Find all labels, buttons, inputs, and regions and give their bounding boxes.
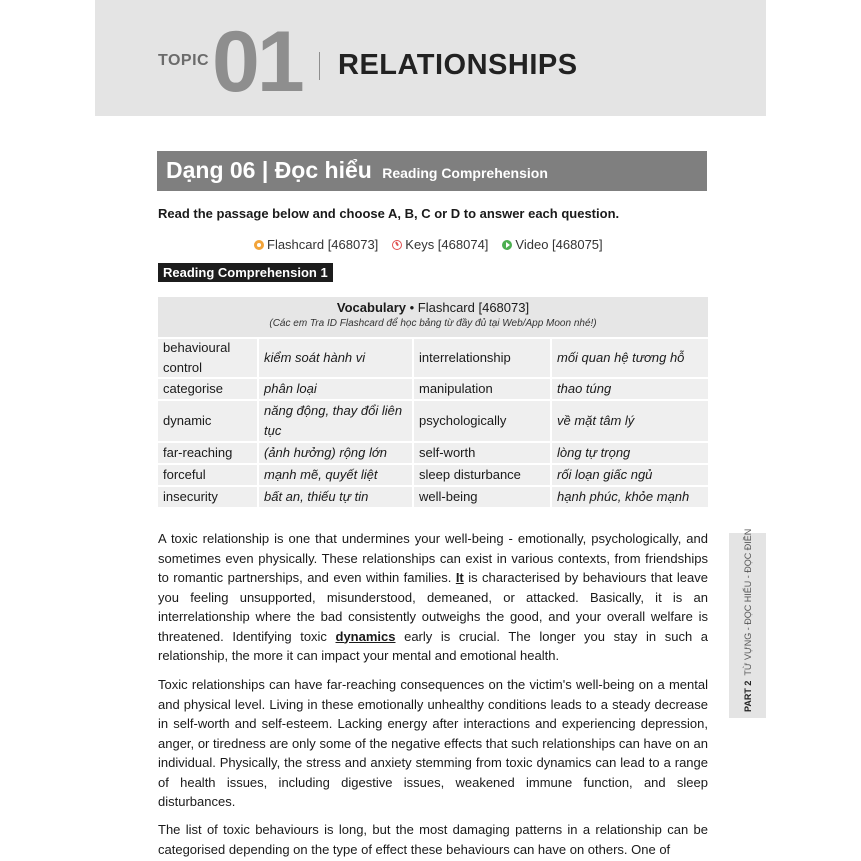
vocab-term: insecurity xyxy=(158,487,257,507)
table-row xyxy=(158,379,708,399)
vocabulary-note: (Các em Tra ID Flashcard để học bảng từ đầy đủ tại Web/App Moon nhé!) xyxy=(269,318,597,329)
clock-icon xyxy=(392,240,402,250)
topic-divider xyxy=(319,52,320,80)
section-heading-bar xyxy=(157,151,707,191)
vocab-meaning: kiểm soát hành vi xyxy=(259,339,412,377)
table-row xyxy=(158,465,708,485)
topic-label: TOPIC xyxy=(158,52,210,69)
vocab-term: dynamic xyxy=(158,401,257,441)
section-subtitle: Reading Comprehension xyxy=(382,165,548,181)
vocab-meaning: hạnh phúc, khỏe mạnh xyxy=(552,487,708,507)
vocab-meaning: lòng tự trọng xyxy=(552,443,708,463)
vocab-term: self-worth xyxy=(414,443,550,463)
keys-link[interactable] xyxy=(392,237,488,252)
passage-text: is characterised by behaviours that leave you feeling unsupported, misunderstood, demeaned, or attacked. Basically, it is an interrelationship where the bad consistently outweighs the good, and your overall welfare is threatened. Identifying toxic xyxy=(158,570,708,644)
table-row xyxy=(158,443,708,463)
vocab-meaning: mối quan hệ tương hỗ xyxy=(552,339,708,377)
side-tab-label xyxy=(743,529,753,712)
passage-paragraph-3: The list of toxic behaviours is long, but the most damaging patterns in a relationship can be categorised depending on the type of effect these behaviours can have on others. One of xyxy=(158,822,708,857)
keys-link-label: Keys [468074] xyxy=(405,237,489,252)
vocab-term: psychologically xyxy=(414,401,550,441)
vocabulary-title: Vocabulary xyxy=(336,300,407,315)
side-tab-part: PART 2 xyxy=(743,680,753,712)
vocab-term: manipulation xyxy=(414,379,550,399)
vocab-meaning: phân loại xyxy=(259,379,412,399)
passage-paragraph-2: Toxic relationships can have far-reaching consequences on the victim's well-being on a mental and physical level. Living in these emotionally unhealthy conditions leads to a steady decrease in self-worth and self-esteem. Lacking energy after interactions and experiencing depression, anger, or tiredness are only some of the negative effects that such relationships can have on an individual. Physically, the stress and anxiety stemming from toxic dynamics can lead to a range of health issues, including digestive issues, weakened immune function, and sleep disturbances. xyxy=(158,677,708,809)
play-icon xyxy=(502,240,512,250)
table-row xyxy=(158,487,708,507)
vocabulary-flashcard-id: • Flashcard [468073] xyxy=(406,300,530,315)
table-row xyxy=(158,401,708,441)
resource-links xyxy=(254,237,603,252)
reading-tag: Reading Comprehension 1 xyxy=(158,263,333,282)
instruction-text: Read the passage below and choose A, B, C or D to answer each question. xyxy=(158,206,620,221)
vocab-meaning: rối loạn giấc ngủ xyxy=(552,465,708,485)
vocab-meaning: về mặt tâm lý xyxy=(552,401,708,441)
flashcard-link[interactable] xyxy=(254,237,378,252)
vocabulary-header xyxy=(158,297,708,337)
vocab-term: far-reaching xyxy=(158,443,257,463)
topic-number: 01 xyxy=(212,14,302,110)
vocab-term: sleep disturbance xyxy=(414,465,550,485)
topic-title: RELATIONSHIPS xyxy=(338,49,578,81)
vocab-term: interrelationship xyxy=(414,339,550,377)
vocab-meaning: thao túng xyxy=(552,379,708,399)
underlined-word-it: It xyxy=(455,570,464,585)
passage-paragraph-1 xyxy=(158,529,708,666)
passage-text: A toxic relationship is one that undermines your well-being - emotionally, psychologically, and sometimes even physically. These relationships can exist in various contexts, from friendships to romantic partnerships, and even within families. xyxy=(158,531,708,585)
vocab-meaning: bất an, thiếu tự tin xyxy=(259,487,412,507)
passage-text: early is crucial. The longer you stay in such a relationship, the more it can impact your mental and emotional health. xyxy=(158,628,708,663)
vocab-term: categorise xyxy=(158,379,257,399)
vocab-meaning: (ảnh hưởng) rộng lớn xyxy=(259,443,412,463)
vocab-term: behavioural control xyxy=(158,339,257,377)
vocab-term: well-being xyxy=(414,487,550,507)
video-link[interactable] xyxy=(502,237,602,252)
vocab-meaning: mạnh mẽ, quyết liệt xyxy=(259,465,412,485)
video-link-label: Video [468075] xyxy=(515,237,603,252)
section-title: Dạng 06 | Đọc hiểu xyxy=(166,157,372,183)
side-tab-subtitle: TỪ VỰNG - ĐỌC HIỂU - ĐỌC ĐIỀN xyxy=(743,528,753,676)
flashcard-icon xyxy=(254,240,264,250)
vocabulary-table xyxy=(158,297,708,507)
vocab-term: forceful xyxy=(158,465,257,485)
underlined-word-dynamics: dynamics xyxy=(335,628,396,644)
vocab-meaning: năng động, thay đổi liên tục xyxy=(259,401,412,441)
table-row xyxy=(158,339,708,377)
flashcard-link-label: Flashcard [468073] xyxy=(267,237,379,252)
